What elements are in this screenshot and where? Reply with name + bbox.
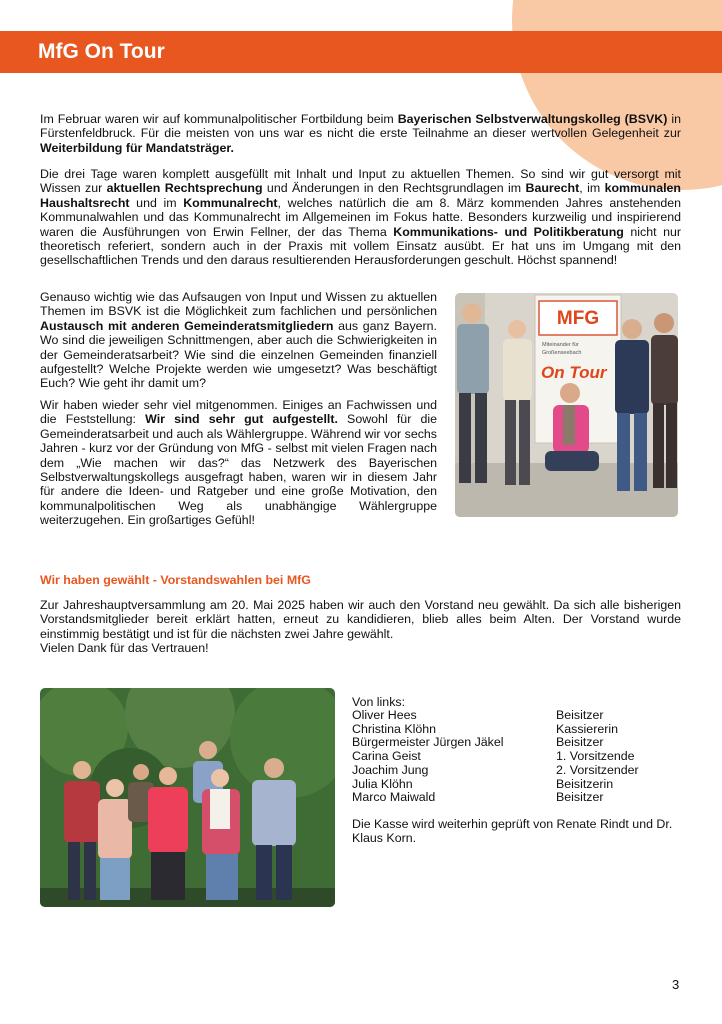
member-role: Beisitzer: [556, 790, 604, 805]
list-item: [352, 778, 672, 792]
article-paragraph: [40, 398, 437, 528]
sign-logo: MFG: [556, 308, 600, 329]
emphasis-text: Wir sind sehr gut aufgestellt.: [145, 412, 338, 427]
caption-intro: Von links:: [352, 695, 406, 709]
member-name: Carina Geist: [352, 749, 421, 764]
election-text: [40, 598, 681, 656]
list-item: [352, 709, 672, 723]
election-thanks: Vielen Dank für das Vertrauen!: [40, 641, 209, 656]
article-paragraph: [40, 290, 437, 391]
text-run: Sowohl für die Gemeinderatsarbeit und auch als Wählergruppe. Während wir vor sechs Jahren - kurz vor der Gründung von MfG - selbst mit vielen Fragen nach dem „Wie machen wir das?“ das Netzwerk des Bayerischen Selbstverwaltungskollegs ausgefragt haben, waren wir in diesem Jahr für andere die Ideen- und Ratgeber und eine große Motivation, den kommunalpolitischen Weg als unabhängige Wählergruppe weiterzugehen. Ein großartiges Gefühl!: [40, 412, 438, 528]
list-item: [352, 736, 672, 750]
text-run: Im Februar waren wir auf kommunalpolitischer Fortbildung beim: [40, 112, 398, 126]
member-name: Christina Klöhn: [352, 721, 437, 736]
emphasis-text: Weiterbildung für Mandatsträger.: [40, 140, 234, 155]
text-run: Genauso wichtig wie das Aufsaugen von Input und Wissen zu aktuellen Themen im BSVK ist die Möglichkeit zum fachlichen und persönlichen: [40, 290, 437, 319]
election-heading: Wir haben gewählt - Vorstandswahlen bei MfG: [40, 573, 311, 587]
text-run: in Fürstenfeldbruck. Für die meisten von uns war es nicht die erste Teilnahme an dieser wertvollen Gelegenheit zur: [40, 112, 681, 141]
member-name: Oliver Hees: [352, 708, 417, 722]
member-role: 2. Vorsitzender: [556, 762, 639, 777]
sign-on-tour: On Tour: [541, 363, 607, 382]
board-group-photo: [40, 688, 335, 907]
member-role: Beisitzerin: [556, 776, 614, 791]
article-paragraph: [40, 112, 681, 155]
member-name: Joachim Jung: [352, 762, 429, 777]
text-run: Die drei Tage waren komplett ausgefüllt mit Inhalt und Input zu aktuellen Themen. So sind wir gut versorgt mit Wissen zur: [40, 167, 681, 196]
text-run: Wir haben wieder sehr viel mitgenommen. Einiges an Fachwissen und die Feststellung:: [40, 398, 437, 427]
emphasis-text: kommunalen Haushaltsrecht: [40, 181, 681, 210]
member-name: Bürgermeister Jürgen Jäkel: [352, 735, 504, 750]
board-member-list: [352, 709, 672, 805]
page-title: MfG On Tour: [38, 40, 165, 63]
article-paragraph: [40, 167, 681, 268]
election-paragraph: Zur Jahreshauptversammlung am 20. Mai 2025 haben wir auch den Vorstand neu gewählt. Da sich alle bisherigen Vorstandsmitglieder bereit erklärt hatten, erneut zu kandidieren, blieb alles beim Alten. Der Vorstand wurde einstimmig bestätigt und ist für die nächsten zwei Jahre gewählt.: [40, 598, 681, 641]
member-role: Kassiererin: [556, 721, 618, 736]
decorative-circle: [512, 0, 722, 190]
text-run: , welches natürlich die am 8. März kommenden Jahres anstehenden Kommunalwahlen und das Kommunalrecht im Allgemeinen im Fokus hatte. Besonders kurzweilig und inspirierend waren die Ausführungen von Erwin Fellner, der das Thema: [40, 195, 682, 239]
member-name: Marco Maiwald: [352, 790, 436, 805]
emphasis-text: Kommunikations- und Politikberatung: [393, 224, 624, 239]
emphasis-text: Kommunalrecht: [183, 195, 278, 210]
sign-subtitle: Miteinander für: [542, 342, 579, 348]
sign-subtitle: Großenseebach: [542, 350, 582, 356]
emphasis-text: Austausch mit anderen Gemeinderatsmitgliedern: [40, 318, 334, 333]
list-item: [352, 791, 672, 805]
emphasis-text: Bayerischen Selbstverwaltungskolleg (BSVK): [397, 112, 668, 126]
emphasis-text: aktuellen Rechtsprechung: [106, 181, 263, 196]
seminar-group-photo: [455, 293, 678, 517]
text-run: und im: [129, 195, 184, 210]
list-item: [352, 723, 672, 737]
member-role: Beisitzer: [556, 708, 604, 722]
emphasis-text: Baurecht: [525, 181, 580, 196]
text-run: , im: [579, 181, 605, 196]
text-run: aus ganz Bayern. Wo sind die jeweiligen Schnittmengen, aber auch die Schwierigkeiten in der Gemeinderatsarbeit? Wie sind die einzelnen Gemeinden finanziell aufgestellt? Welche Projekte werden wie umgesetzt? Was beschäftigt Euch? Wie geht ihr damit um?: [40, 318, 437, 391]
member-role: 1. Vorsitzende: [556, 749, 635, 764]
member-name: Julia Klöhn: [352, 776, 413, 791]
auditor-note: Die Kasse wird weiterhin geprüft von Renate Rindt und Dr. Klaus Korn.: [352, 817, 673, 846]
member-role: Beisitzer: [556, 735, 604, 750]
page-number: 3: [672, 977, 680, 992]
text-run: und Änderungen in den Rechtsgrundlagen im: [262, 181, 526, 196]
list-item: [352, 764, 672, 778]
list-item: [352, 750, 672, 764]
text-run: nicht nur theoretisch referiert, sondern auch in der Praxis mit vollem Einsatz ausübt. Er hat uns im Umgang mit den gesellschaftlichen Trends und den daraus resultierenden Herausforderungen geschult. Höchst spannend!: [40, 224, 681, 268]
